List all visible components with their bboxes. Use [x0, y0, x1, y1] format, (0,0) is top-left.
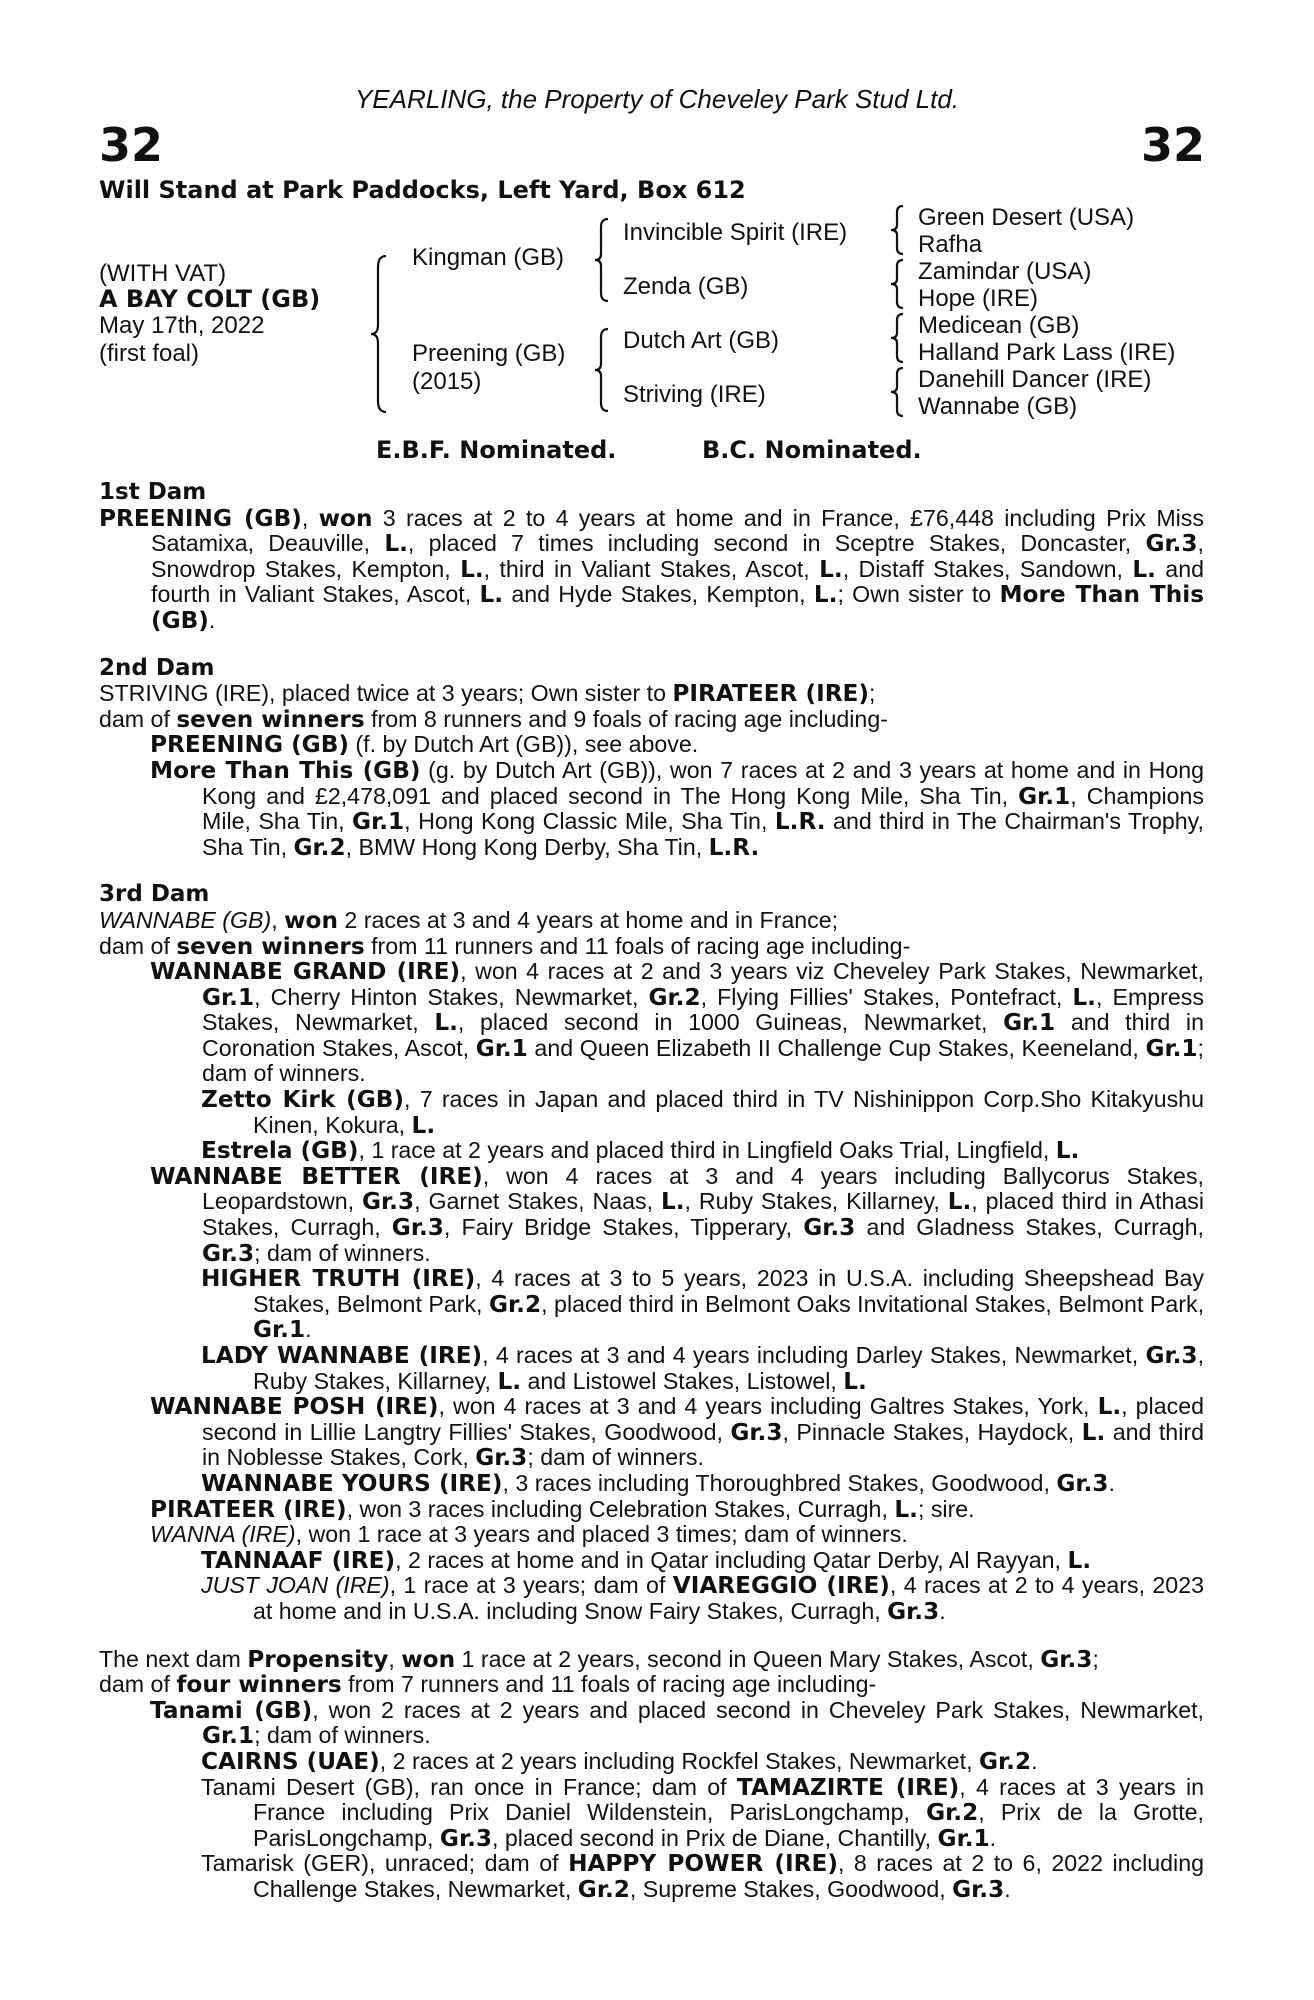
- sire: Kingman (GB): [412, 244, 565, 271]
- bold-run: HAPPY POWER (IRE): [568, 1850, 838, 1878]
- pedigree-entry: [99, 1548, 1204, 1574]
- bold-run: Gr.3: [202, 1239, 255, 1267]
- bold-run: TANNAAF (IRE): [201, 1546, 396, 1574]
- text-run: .: [939, 1597, 946, 1624]
- bold-run: Estrela (GB): [201, 1137, 359, 1165]
- text-run: ,: [271, 906, 285, 933]
- pedigree-entry: [99, 1647, 1204, 1673]
- text-run: from 8 runners and 9 foals of racing age including-: [364, 705, 888, 732]
- pedigree-bracket-g4: [890, 367, 906, 417]
- pedigree-entry: [99, 758, 1204, 860]
- bold-run: seven winners: [176, 705, 365, 733]
- text-run: .: [1031, 1747, 1038, 1774]
- bold-run: L.: [497, 1367, 522, 1395]
- bold-run: seven winners: [176, 932, 365, 960]
- pedigree-entry: [99, 732, 1204, 758]
- section-heading: 3rd Dam: [99, 881, 210, 908]
- great-grandparent: Hope (IRE): [918, 285, 1039, 312]
- text-run: 2 races at 3 and 4 years at home and in France;: [337, 906, 839, 933]
- text-run: , 1 race at 3 years; dam of: [389, 1572, 673, 1599]
- stand-location: Will Stand at Park Paddocks, Left Yard, Box 612: [99, 176, 746, 204]
- pedigree-entry: [99, 1394, 1204, 1471]
- ebf-nomination: E.B.F. Nominated.: [376, 436, 617, 464]
- text-run: , Cherry Hinton Stakes, Newmarket,: [254, 983, 649, 1010]
- text-run: , placed third in Belmont Oaks Invitational Stakes, Belmont Park,: [541, 1290, 1205, 1317]
- text-run: , Ruby Stakes, Killarney,: [684, 1188, 948, 1215]
- bold-run: Gr.1: [202, 1722, 255, 1750]
- text-run: and Hyde Stakes, Kempton,: [503, 581, 814, 608]
- text-run: , 4 races at 3 to 5 years, 2023 in U.S.A. including Sheepshead Bay Stakes, Belmont Park,: [253, 1265, 1204, 1317]
- foaling-date: May 17th, 2022: [99, 312, 265, 339]
- pedigree-entry: [99, 1138, 1204, 1164]
- text-run: , placed third in Athasi Stakes, Curragh,: [202, 1188, 1204, 1241]
- text-run: ; Own sister to: [837, 581, 1000, 608]
- text-run: .: [1004, 1875, 1011, 1902]
- text-run: .: [989, 1824, 997, 1851]
- pedigree-entry: [99, 1672, 1204, 1698]
- bold-run: L.: [1081, 1418, 1106, 1446]
- bold-run: L.: [1072, 983, 1096, 1011]
- bold-run: Gr.3: [887, 1597, 940, 1625]
- bold-run: Gr.3: [952, 1875, 1005, 1903]
- text-run: STRIVING (IRE), placed twice at 3 years; Own sister to: [99, 680, 673, 707]
- text-run: , 8 races at 2 to 6, 2022 including Challenge Stakes, Newmarket,: [253, 1850, 1204, 1902]
- text-run: .: [305, 1316, 312, 1343]
- pedigree-entry: [99, 1087, 1204, 1138]
- bold-run: Gr.3: [803, 1214, 856, 1242]
- foal-note: (first foal): [99, 340, 200, 367]
- catalogue-header-title: YEARLING, the Property of Cheveley Park Stud Ltd.: [354, 84, 960, 114]
- text-run: .: [208, 606, 216, 633]
- dam-year: (2015): [412, 368, 482, 395]
- text-run: , 2 races at 2 years including Rockfel Stakes, Newmarket,: [379, 1747, 979, 1774]
- great-grandparent: Medicean (GB): [918, 312, 1080, 339]
- text-run: , placed second in Lillie Langtry Fillies' Stakes, Goodwood,: [202, 1393, 1204, 1445]
- text-run: , Snowdrop Stakes, Kempton,: [151, 530, 1204, 582]
- pedigree-entry: [99, 1497, 1204, 1523]
- text-run: , won 2 races at 2 years and placed second in Cheveley Park Stakes, Newmarket,: [312, 1696, 1204, 1723]
- text-run: , 7 races in Japan and placed third in TV Nishinippon Corp.Sho Kitakyushu Kinen, Kokura,: [253, 1086, 1204, 1138]
- text-run: and Listowel Stakes, Listowel,: [521, 1367, 844, 1394]
- bold-run: L.: [1097, 1393, 1122, 1421]
- pedigree-bracket-sire: [594, 218, 612, 302]
- bold-run: L.: [660, 1188, 685, 1216]
- text-run: 1 race at 2 years, second in Queen Mary Stakes, Ascot,: [455, 1645, 1041, 1672]
- text-run: , 4 races at 3 years in France including Prix Daniel Wildenstein, ParisLongchamp,: [253, 1773, 1204, 1826]
- text-run: (g. by Dutch Art (GB)), won 7 races at 2 and 3 years at home and in Hong Kong and £2,478,091 and placed second in The Hong Kong Mile, Sha Tin,: [202, 756, 1205, 809]
- text-run: , Empress Stakes, Newmarket,: [202, 983, 1204, 1036]
- great-grandparent: Zamindar (USA): [918, 258, 1092, 285]
- text-run: , 3 races including Thoroughbred Stakes, Goodwood,: [502, 1469, 1057, 1496]
- bold-run: L.: [1055, 1137, 1080, 1165]
- dam: Preening (GB): [412, 340, 566, 367]
- pedigree-bracket-g2: [890, 259, 906, 309]
- bold-run: Gr.1: [475, 1034, 528, 1062]
- bold-run: Gr.3: [391, 1214, 444, 1242]
- text-run: ; sire.: [917, 1495, 975, 1522]
- bold-run: LADY WANNABE (IRE): [201, 1342, 483, 1369]
- bold-run: Gr.3: [1056, 1469, 1109, 1497]
- text-run: and third in Coronation Stakes, Ascot,: [202, 1009, 1204, 1061]
- sire-sire: Invincible Spirit (IRE): [623, 219, 848, 246]
- section-heading: 1st Dam: [99, 479, 207, 505]
- bold-run: L.R.: [774, 808, 826, 836]
- bold-run: L.: [434, 1009, 458, 1037]
- text-run: , Distaff Stakes, Sandown,: [842, 555, 1133, 582]
- text-run: ,: [301, 504, 319, 531]
- text-run: 3 races at 2 to 4 years at home and in France, £76,448 including Prix Miss Satamixa, Deauville,: [151, 504, 1204, 557]
- bold-run: WANNABE BETTER (IRE): [150, 1162, 483, 1190]
- bold-run: WANNABE POSH (IRE): [150, 1393, 439, 1421]
- text-run: ; dam of winners.: [527, 1444, 704, 1471]
- text-run: ;: [868, 680, 876, 707]
- text-run: dam of: [99, 1671, 177, 1698]
- bold-run: Gr.1: [202, 983, 255, 1011]
- text-run: from 7 runners and 11 foals of racing age including-: [341, 1671, 877, 1698]
- pedigree-entry: [99, 1522, 1204, 1548]
- bold-run: L.R.: [708, 833, 760, 861]
- text-run: , won 3 races including Celebration Stakes, Curragh,: [346, 1495, 895, 1522]
- sire-dam: Zenda (GB): [623, 273, 749, 300]
- bold-run: won: [284, 906, 338, 934]
- bold-run: Zetto Kirk (GB): [201, 1086, 405, 1114]
- text-run: , won 4 races at 3 and 4 years including Galtres Stakes, York,: [438, 1393, 1098, 1420]
- pedigree-entry: [99, 959, 1204, 1087]
- text-run: and Queen Elizabeth II Challenge Cup Stakes, Keeneland,: [527, 1034, 1146, 1061]
- great-grandparent: Wannabe (GB): [918, 393, 1078, 420]
- pedigree-bracket-parents: [370, 255, 390, 413]
- lot-number-left: 32: [99, 118, 164, 172]
- great-grandparent: Halland Park Lass (IRE): [918, 339, 1176, 366]
- dam-dam: Striving (IRE): [623, 381, 766, 408]
- text-run: ; dam of winners.: [202, 1034, 1204, 1087]
- bold-run: More Than This (GB): [150, 756, 421, 784]
- bold-run: Gr.3: [1040, 1645, 1093, 1673]
- vat-label: (WITH VAT): [99, 260, 227, 287]
- bold-run: Gr.2: [293, 833, 346, 861]
- bold-run: won: [318, 504, 373, 532]
- text-run: , won 4 races at 3 and 4 years including Ballycorus Stakes, Leopardstown,: [202, 1162, 1204, 1215]
- dam-sire: Dutch Art (GB): [623, 327, 780, 354]
- horse-name: A BAY COLT (GB): [99, 285, 321, 313]
- pedigree-entry: [99, 1343, 1204, 1394]
- bold-run: TAMAZIRTE (IRE): [736, 1773, 960, 1801]
- pedigree-entry: [99, 1266, 1204, 1343]
- text-run: and third in Noblesse Stakes, Cork,: [202, 1418, 1204, 1471]
- bold-run: four winners: [176, 1671, 342, 1699]
- text-run: ;: [1092, 1645, 1099, 1672]
- text-run: and fourth in Valiant Stakes, Ascot,: [151, 555, 1204, 608]
- lot-number-right: 32: [1140, 118, 1205, 172]
- bold-run: PREENING (GB): [99, 504, 302, 532]
- bold-run: Gr.3: [1145, 530, 1198, 558]
- bold-run: More Than This (GB): [151, 581, 1205, 634]
- bold-run: Tanami (GB): [150, 1696, 313, 1724]
- text-run: , Flying Fillies' Stakes, Pontefract,: [700, 983, 1073, 1010]
- bold-run: L.: [843, 1367, 867, 1395]
- text-run: , Hong Kong Classic Mile, Sha Tin,: [404, 808, 775, 835]
- bold-run: Gr.2: [978, 1747, 1032, 1775]
- text-run: ; dam of winners.: [254, 1722, 431, 1749]
- bold-run: L.: [411, 1111, 436, 1139]
- bold-run: CAIRNS (UAE): [201, 1747, 380, 1775]
- bold-run: WANNABE GRAND (IRE): [150, 958, 461, 986]
- text-run: , Champions Mile, Sha Tin,: [202, 782, 1204, 835]
- bold-run: L.: [479, 581, 504, 609]
- text-run: from 11 runners and 11 foals of racing age including-: [364, 932, 911, 959]
- pedigree-entry: [99, 1851, 1204, 1902]
- pedigree-entry: [99, 1698, 1204, 1749]
- pedigree-entry: [99, 1573, 1204, 1624]
- bold-run: Gr.2: [489, 1290, 542, 1318]
- pedigree-bracket-dam: [594, 328, 612, 412]
- pedigree-entry: [99, 506, 1204, 634]
- text-run: The next dam: [99, 1645, 248, 1672]
- bold-run: L.: [819, 555, 843, 583]
- great-grandparent: Rafha: [918, 231, 983, 258]
- pedigree-entry: [99, 1471, 1204, 1497]
- bold-run: PIRATEER (IRE): [150, 1495, 347, 1523]
- bold-run: Gr.1: [352, 808, 405, 836]
- pedigree-entry: [99, 908, 1204, 934]
- bold-run: PREENING (GB): [150, 731, 349, 759]
- bold-run: L.: [813, 581, 838, 609]
- bold-run: PIRATEER (IRE): [672, 680, 869, 708]
- text-run: .: [1108, 1469, 1115, 1496]
- text-run: , Ruby Stakes, Killarney,: [253, 1342, 1205, 1394]
- great-grandparent: Danehill Dancer (IRE): [918, 366, 1152, 393]
- bold-run: Gr.1: [253, 1316, 306, 1344]
- bold-run: L.: [1132, 555, 1156, 583]
- bold-run: L.: [1067, 1546, 1092, 1574]
- pedigree-entry: [99, 1775, 1204, 1852]
- text-run: , 1 race at 2 years and placed third in Lingfield Oaks Trial, Lingfield,: [358, 1137, 1056, 1164]
- dam-family-details: [99, 480, 1204, 1902]
- text-run: Tanami Desert (GB), ran once in France; dam of: [201, 1773, 737, 1800]
- pedigree-bracket-g1: [890, 205, 906, 255]
- text-run: dam of: [99, 705, 177, 732]
- bold-run: Gr.1: [1018, 782, 1071, 810]
- text-run: , placed second in Prix de Diane, Chantilly,: [492, 1824, 938, 1851]
- bold-run: Gr.2: [648, 983, 701, 1011]
- bold-run: Gr.3: [730, 1418, 783, 1446]
- bold-run: Gr.2: [926, 1799, 979, 1827]
- bold-run: VIAREGGIO (IRE): [672, 1572, 890, 1600]
- bold-run: Gr.3: [475, 1444, 528, 1472]
- text-run: dam of: [99, 932, 177, 959]
- bold-run: Gr.1: [1003, 1009, 1056, 1037]
- bold-run: won: [401, 1645, 456, 1673]
- text-run: , 4 races at 2 to 4 years, 2023 at home and in U.S.A. including Snow Fairy Stakes, Curragh,: [253, 1572, 1204, 1624]
- text-run: , 2 races at home and in Qatar including Qatar Derby, Al Rayyan,: [395, 1546, 1068, 1573]
- italic-run: WANNABE (GB): [99, 906, 272, 933]
- text-run: , Pinnacle Stakes, Haydock,: [782, 1418, 1082, 1445]
- text-run: and third in The Chairman's Trophy, Sha Tin,: [202, 808, 1204, 860]
- text-run: , Prix de la Grotte, ParisLongchamp,: [253, 1799, 1204, 1851]
- text-run: , placed 7 times including second in Sceptre Stakes, Doncaster,: [407, 530, 1146, 557]
- text-run: , won 1 race at 3 years and placed 3 times; dam of winners.: [295, 1521, 908, 1548]
- pedigree-entry: [99, 707, 1204, 733]
- text-run: , Fairy Bridge Stakes, Tipperary,: [443, 1214, 804, 1241]
- text-run: , placed second in 1000 Guineas, Newmarket,: [457, 1009, 1004, 1036]
- text-run: ; dam of winners.: [254, 1239, 431, 1266]
- great-grandparent: Green Desert (USA): [918, 204, 1135, 231]
- bold-run: L.: [947, 1188, 972, 1216]
- bold-run: WANNABE YOURS (IRE): [201, 1469, 503, 1497]
- bold-run: Gr.2: [577, 1875, 630, 1903]
- text-run: , won 4 races at 2 and 3 years viz Cheveley Park Stakes, Newmarket,: [460, 958, 1204, 985]
- text-run: (f. by Dutch Art (GB)), see above.: [348, 731, 699, 758]
- bold-run: Gr.1: [937, 1824, 990, 1852]
- pedigree-bracket-g3: [890, 313, 906, 363]
- pedigree-entry: [99, 934, 1204, 960]
- text-run: , Garnet Stakes, Naas,: [414, 1188, 661, 1215]
- bold-run: Propensity: [247, 1645, 389, 1673]
- pedigree-entry: [99, 1164, 1204, 1266]
- bold-run: Gr.3: [439, 1824, 493, 1852]
- bold-run: L.: [384, 530, 408, 558]
- text-run: ,: [388, 1645, 402, 1672]
- text-run: and Gladness Stakes, Curragh,: [855, 1214, 1204, 1241]
- italic-run: WANNA (IRE): [150, 1521, 296, 1548]
- bold-run: L.: [460, 555, 484, 583]
- text-run: , 4 races at 3 and 4 years including Darley Stakes, Newmarket,: [482, 1342, 1146, 1368]
- pedigree-entry: [99, 1749, 1204, 1775]
- bc-nomination: B.C. Nominated.: [702, 436, 922, 464]
- bold-run: Gr.3: [1145, 1342, 1198, 1369]
- text-run: , Supreme Stakes, Goodwood,: [629, 1875, 953, 1902]
- pedigree-entry: [99, 681, 1204, 707]
- bold-run: L.: [894, 1495, 918, 1523]
- text-run: , third in Valiant Stakes, Ascot,: [483, 555, 820, 582]
- text-run: Tamarisk (GER), unraced; dam of: [201, 1850, 569, 1877]
- bold-run: HIGHER TRUTH (IRE): [201, 1265, 476, 1293]
- bold-run: Gr.3: [362, 1188, 415, 1216]
- italic-run: JUST JOAN (IRE): [201, 1572, 390, 1599]
- section-heading: 2nd Dam: [99, 654, 215, 681]
- bold-run: Gr.1: [1145, 1034, 1198, 1062]
- text-run: , BMW Hong Kong Derby, Sha Tin,: [345, 833, 709, 860]
